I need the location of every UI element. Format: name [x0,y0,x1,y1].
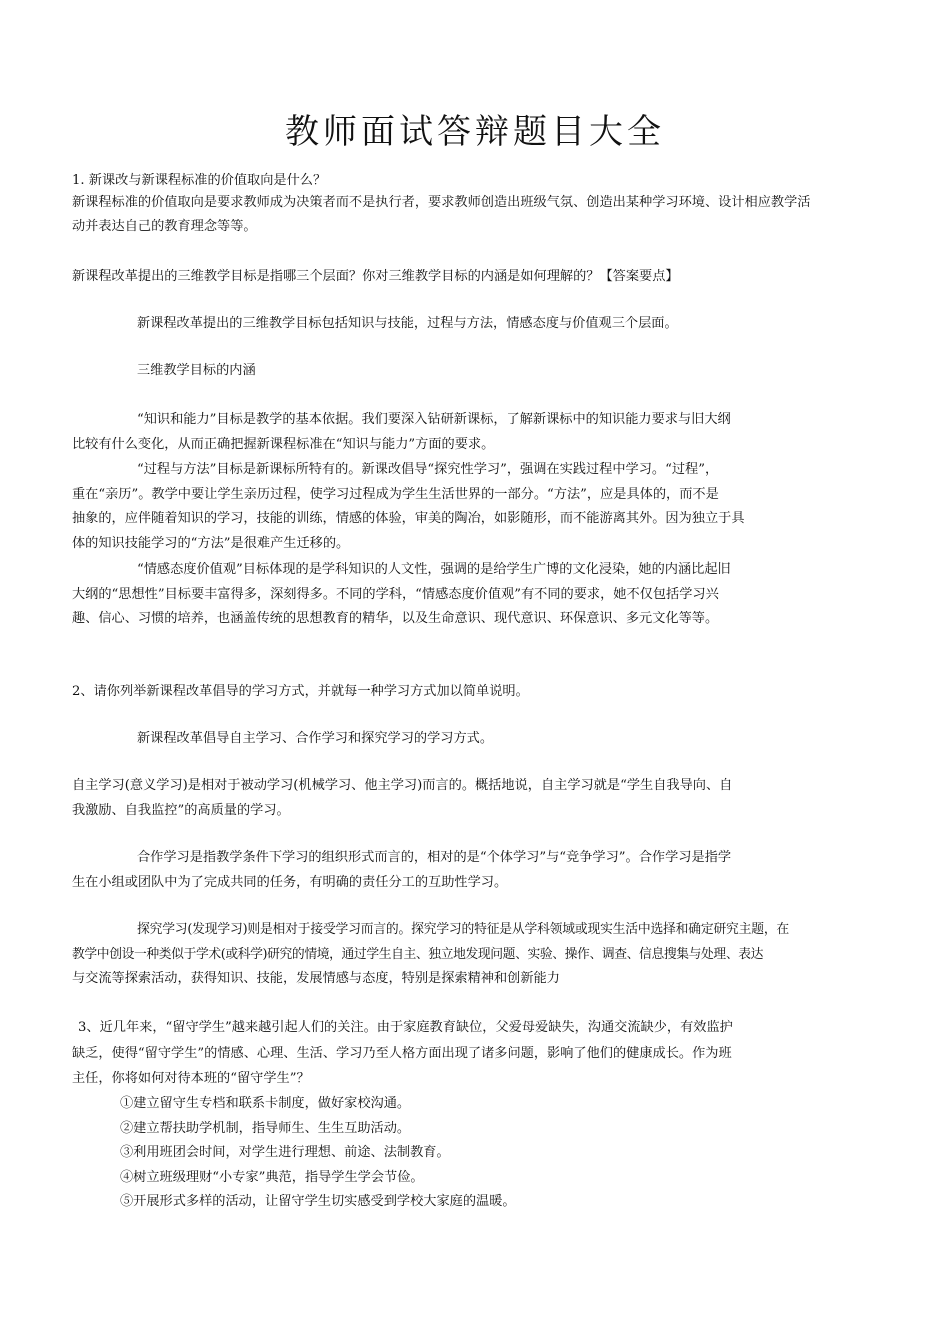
q3-list-item: ④树立班级理财“小专家”典范，指导学生学会节俭。 [120,1170,424,1185]
process-paragraph-line: 重在“亲历”。教学中要让学生亲历过程，使学习过程成为学生生活世界的一部分。“方法”，应是具体的，而不是 [72,487,719,502]
cooperative-learning-line: 合作学习是指教学条件下学习的组织形式而言的，相对的是“个体学习”与“竞争学习”。合作学习是指学 [137,850,732,865]
q1-answer-line: 动并表达自己的教育理念等等。 [72,219,257,234]
autonomous-learning-line: 我激励、自我监控”的高质量的学习。 [72,803,290,818]
knowledge-paragraph-line: 比较有什么变化，从而正确把握新课程标准在“知识与能力”方面的要求。 [72,437,495,452]
q1-question: 1. 新课改与新课程标准的价值取向是什么？ [72,173,327,188]
document-title: 教师面试答辩题目大全 [285,112,665,152]
emotion-paragraph-line: 大纲的“思想性”目标要丰富得多，深刻得多。不同的学科，“情感态度价值观”有不同的要求，她不仅包括学习兴 [72,587,719,602]
knowledge-paragraph-line: “知识和能力”目标是教学的基本依据。我们要深入钻研新课标，了解新课标中的知识能力要求与旧大纲 [137,412,731,427]
inquiry-learning-line: 教学中创设一种类似于学术(或科学)研究的情境，通过学生自主、独立地发现问题、实验、操作、调查、信息搜集与处理、表达 [72,947,764,962]
three-dim-heading: 三维教学目标的内涵 [137,363,256,378]
inquiry-learning-line: 探究学习(发现学习)则是相对于接受学习而言的。探究学习的特征是从学科领域或现实生活中选择和确定研究主题，在 [137,922,790,937]
emotion-paragraph-line: 趣、信心、习惯的培养，也涵盖传统的思想教育的精华，以及生命意识、现代意识、环保意识、多元文化等等。 [72,611,719,626]
q3-question-line: 缺乏，使得“留守学生”的情感、心理、生活、学习乃至人格方面出现了诸多问题，影响了他们的健康成长。作为班 [72,1046,732,1061]
cooperative-learning-line: 生在小组或团队中为了完成共同的任务，有明确的责任分工的互助性学习。 [72,875,508,890]
q1-answer-line: 新课程标准的价值取向是要求教师成为决策者而不是执行者，要求教师创造出班级气氛、创造出某种学习环境、设计相应教学活 [72,195,811,210]
process-paragraph-line: “过程与方法”目标是新课标所特有的。新课改倡导“探究性学习”，强调在实践过程中学习。“过程”， [137,462,719,477]
q3-question-line: 主任，你将如何对待本班的“留守学生”？ [72,1071,310,1086]
process-paragraph-line: 抽象的，应伴随着知识的学习，技能的训练，情感的体验，审美的陶冶，如影随形，而不能游离其外。因为独立于具 [72,511,745,526]
q3-list-item: ③利用班团会时间，对学生进行理想、前途、法制教育。 [120,1145,450,1160]
q3-list-item: ①建立留守生专档和联系卡制度，做好家校沟通。 [120,1096,411,1111]
autonomous-learning-line: 自主学习(意义学习)是相对于被动学习(机械学习、他主学习)而言的。概括地说，自主学习就是“学生自我导向、自 [72,778,733,793]
q3-list-item: ⑤开展形式多样的活动，让留守学生切实感受到学校大家庭的温暖。 [120,1194,516,1209]
q2-question: 2、请你列举新课程改革倡导的学习方式，并就每一种学习方式加以简单说明。 [72,684,529,699]
emotion-paragraph-line: “情感态度价值观”目标体现的是学科知识的人文性，强调的是给学生广博的文化浸染，她的内涵比起旧 [137,562,731,577]
q3-question-line: 3、近几年来，“留守学生”越来越引起人们的关注。由于家庭教育缺位，父爱母爱缺失，沟通交流缺少，有效监护 [78,1020,733,1035]
three-dim-question: 新课程改革提出的三维教学目标是指哪三个层面？你对三维教学目标的内涵是如何理解的？【答案要点】 [72,269,679,284]
process-paragraph-line: 体的知识技能学习的“方法”是很难产生迁移的。 [72,536,350,551]
inquiry-learning-line: 与交流等探索活动，获得知识、技能，发展情感与态度，特别是探索精神和创新能力 [72,971,560,986]
q3-list-item: ②建立帮扶助学机制，指导师生、生生互助活动。 [120,1121,411,1136]
three-dim-answer: 新课程改革提出的三维教学目标包括知识与技能，过程与方法，情感态度与价值观三个层面。 [137,316,678,331]
q2-answer: 新课程改革倡导自主学习、合作学习和探究学习的学习方式。 [137,731,494,746]
